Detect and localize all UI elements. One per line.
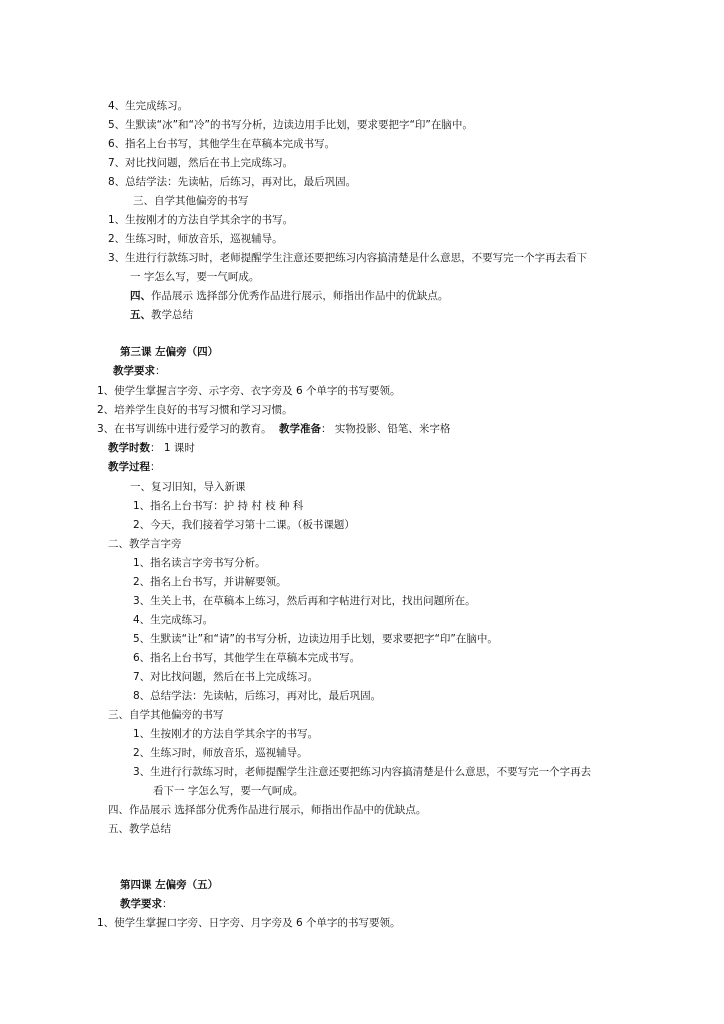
section-text: 教学总结 [151,309,193,321]
section-heading: 一、复习旧知，导入新课 [130,481,246,493]
step-line: 7、对比找问题，然后在书上完成练习。 [108,157,294,169]
requirement-item: 2、培养学生良好的书写习惯和学习习惯。 [97,404,293,416]
section-number: 五、 [130,309,151,321]
step-line: 2、生练习时，师放音乐，巡视辅导。 [133,747,308,759]
step-line: 8、总结学法：先读帖，后练习，再对比，最后巩固。 [133,690,382,702]
step-line: 1、指名上台书写：护 持 村 枝 种 科 [133,500,304,512]
step-line: 2、今天，我们接着学习第十二课。（板书课题） [133,519,355,531]
step-line: 6、指名上台书写，其他学生在草稿本完成书写。 [133,652,361,664]
section-heading: 三、自学其他偏旁的书写 [133,195,249,207]
class-hours: 教学时数： 1 课时 [108,442,195,454]
step-line-continued: 一 字怎么写，要一气呵成。 [130,271,260,283]
requirement-item: 1、使学生掌握口字旁、日字旁、月字旁及 6 个单字的书写要领。 [97,917,401,929]
section-number: 四、 [130,290,151,302]
preparation-label: 教学准备 [279,423,322,435]
step-line: 3、生进行行款练习时，老师提醒学生注意还要把练习内容搞清楚是什么意思，不要写完一个字再去 [133,766,592,778]
section-heading [130,308,193,322]
lesson-title: 第四课 左偏旁（五） [120,879,219,891]
section-heading: 四、作品展示 选择部分优秀作品进行展示，师指出作品中的优缺点。 [108,804,427,816]
step-line: 1、指名读言字旁书写分析。 [133,557,266,569]
step-line: 2、生练习时，师放音乐，巡视辅导。 [108,233,283,245]
step-line: 3、生进行行款练习时，老师提醒学生注意还要把练习内容搞清楚是什么意思，不要写完一个字再去看下 [108,252,588,264]
step-line: 5、生默读“让”和“请”的书写分析，边读边用手比划，要求要把字“印”在脑中。 [133,633,498,645]
process-label: 教学过程： [108,461,161,473]
step-line: 2、指名上台书写，并讲解要领。 [133,576,287,588]
step-line-continued: 看下一 字怎么写，要一气呵成。 [153,785,304,797]
section-heading: 二、教学言字旁 [108,538,182,550]
requirements-label: 教学要求： [113,365,166,377]
step-line: 6、指名上台书写，其他学生在草稿本完成书写。 [108,138,336,150]
preparation-value: ： 实物投影、铅笔、米字格 [321,423,451,435]
step-line: 7、对比找问题，然后在书上完成练习。 [133,671,319,683]
step-line: 4、生完成练习。 [108,100,189,112]
section-heading: 三、自学其他偏旁的书写 [108,709,224,721]
step-line: 8、总结学法：先读帖，后练习，再对比，最后巩固。 [108,176,357,188]
section-text: 作品展示 选择部分优秀作品进行展示，师指出作品中的优缺点。 [151,290,449,302]
step-line: 5、生默读“冰”和“冷”的书写分析，边读边用手比划，要求要把字“印”在脑中。 [108,119,473,131]
requirement-item: 3、在书写训练中进行爱学习的教育。 教学准备： 实物投影、铅笔、米字格 [97,423,451,435]
section-heading: 五、教学总结 [108,823,171,835]
step-line: 4、生完成练习。 [133,614,214,626]
requirements-label: 教学要求： [120,898,173,910]
step-line: 1、生按刚才的方法自学其余字的书写。 [108,214,294,226]
step-line: 3、生关上书，在草稿本上练习，然后再和字帖进行对比，找出问题所在。 [133,595,476,607]
section-heading [130,289,448,303]
lesson-title: 第三课 左偏旁（四） [120,346,219,358]
requirement-item: 1、使学生掌握言字旁、示字旁、衣字旁及 6 个单字的书写要领。 [97,385,401,397]
step-line: 1、生按刚才的方法自学其余字的书写。 [133,728,319,740]
